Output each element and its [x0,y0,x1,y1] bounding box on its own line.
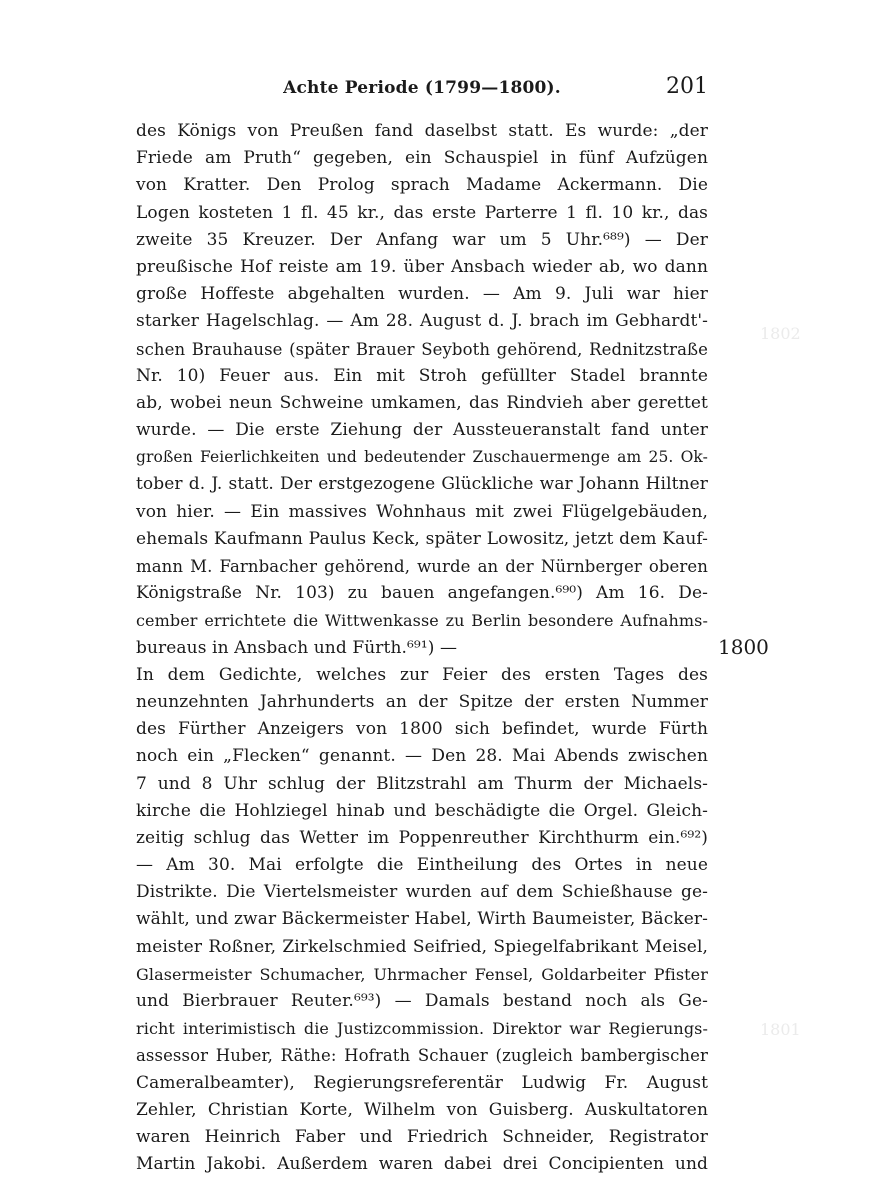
text-line: zweite 35 Kreuzer. Der Anfang war um 5 Uhr.⁶⁸⁹) — Der [136,229,708,250]
text-line: waren Heinrich Faber und Friedrich Schneider, Registrator [136,1126,708,1147]
text-line: wurde. — Die erste Ziehung der Aussteueranstalt fand unter [136,420,708,441]
text-line: meister Roßner, Zirkelschmied Seifried, Spiegelfabrikant Meisel, [136,936,708,957]
text-line: Königstraße Nr. 103) zu bauen angefangen.⁶⁹⁰) Am 16. De- [136,583,708,604]
text-line: wählt, und zwar Bäckermeister Habel, Wirth Baumeister, Bäcker- [136,909,708,930]
text-line: Zehler, Christian Korte, Wilhelm von Guisberg. Auskultatoren [136,1099,708,1120]
text-line: 7 und 8 Uhr schlug der Blitzstrahl am Thurm der Michaels- [136,773,708,794]
text-line: Nr. 10) Feuer aus. Ein mit Stroh gefüllter Stadel brannte [136,365,708,386]
text-line: assessor Huber, Räthe: Hofrath Schauer (zugleich bambergischer [136,1046,708,1066]
text-line: von hier. — Ein massives Wohnhaus mit zwei Flügelgebäuden, [136,501,708,522]
text-line: cember errichtete die Wittwenkasse zu Berlin besondere Aufnahms- [136,611,708,631]
text-line: schen Brauhause (später Brauer Seyboth gehörend, Rednitzstraße [136,339,708,359]
text-line: des Fürther Anzeigers von 1800 sich befindet, wurde Fürth [136,719,708,740]
bleed-through-mark: 1801 [760,1020,801,1039]
text-line: des Königs von Preußen fand daselbst statt. Es wurde: „der [136,121,708,141]
text-line: preußische Hof reiste am 19. über Ansbach wieder ab, wo dann [136,256,708,277]
text-line: starker Hagelschlag. — Am 28. August d. J. brach im Gebhardt'- [136,311,708,332]
bleed-through-mark: 1802 [760,324,801,343]
paragraph-start-line: In dem Gedichte, welches zur Feier des ersten Tages des [136,664,708,685]
text-line: Cameralbeamter), Regierungsreferentär Ludwig Fr. August [136,1072,708,1093]
text-line: tober d. J. statt. Der erstgezogene Glückliche war Johann Hiltner [136,474,708,495]
text-line: neunzehnten Jahrhunderts an der Spitze der ersten Nummer [136,691,708,712]
chapter-title: Achte Periode (1799—1800). [283,78,561,98]
text-line: ab, wobei neun Schweine umkamen, das Rindvieh aber gerettet [136,392,708,413]
text-line: von Kratter. Den Prolog sprach Madame Ackermann. Die [136,175,708,196]
text-line: große Hoffeste abgehalten wurden. — Am 9. Juli war hier [136,284,708,305]
running-header [136,74,708,104]
body-text [136,118,708,1178]
text-line: Glasermeister Schumacher, Uhrmacher Fensel, Goldarbeiter Pfister [136,964,708,984]
margin-year-note: 1800 [718,635,769,659]
text-line: zeitig schlug das Wetter im Poppenreuther Kirchthurm ein.⁶⁹²) [136,827,708,848]
text-line: kirche die Hohlziegel hinab und beschädigte die Orgel. Gleich- [136,800,708,821]
text-line: bureaus in Ansbach und Fürth.⁶⁹¹) — [136,637,458,658]
text-line: richt interimistisch die Justizcommission. Direktor war Regierungs- [136,1019,708,1039]
text-line: mann M. Farnbacher gehörend, wurde an der Nürnberger oberen [136,557,708,576]
page-number: 201 [666,74,708,99]
text-line: Martin Jakobi. Außerdem waren dabei drei Concipienten und [136,1154,708,1175]
text-line: und Bierbrauer Reuter.⁶⁹³) — Damals bestand noch als Ge- [136,991,708,1011]
text-line: Distrikte. Die Viertelsmeister wurden auf dem Schießhause ge- [136,882,708,903]
text-line: ehemals Kaufmann Paulus Keck, später Lowositz, jetzt dem Kauf- [136,528,708,549]
text-line: — Am 30. Mai erfolgte die Eintheilung des Ortes in neue [136,855,708,876]
text-line: Logen kosteten 1 fl. 45 kr., das erste Parterre 1 fl. 10 kr., das [136,202,708,223]
text-line: großen Feierlichkeiten und bedeutender Zuschauermenge am 25. Ok- [136,448,708,467]
text-line: noch ein „Flecken“ genannt. — Den 28. Mai Abends zwischen [136,746,708,767]
text-line: Friede am Pruth“ gegeben, ein Schauspiel in fünf Aufzügen [136,148,708,169]
